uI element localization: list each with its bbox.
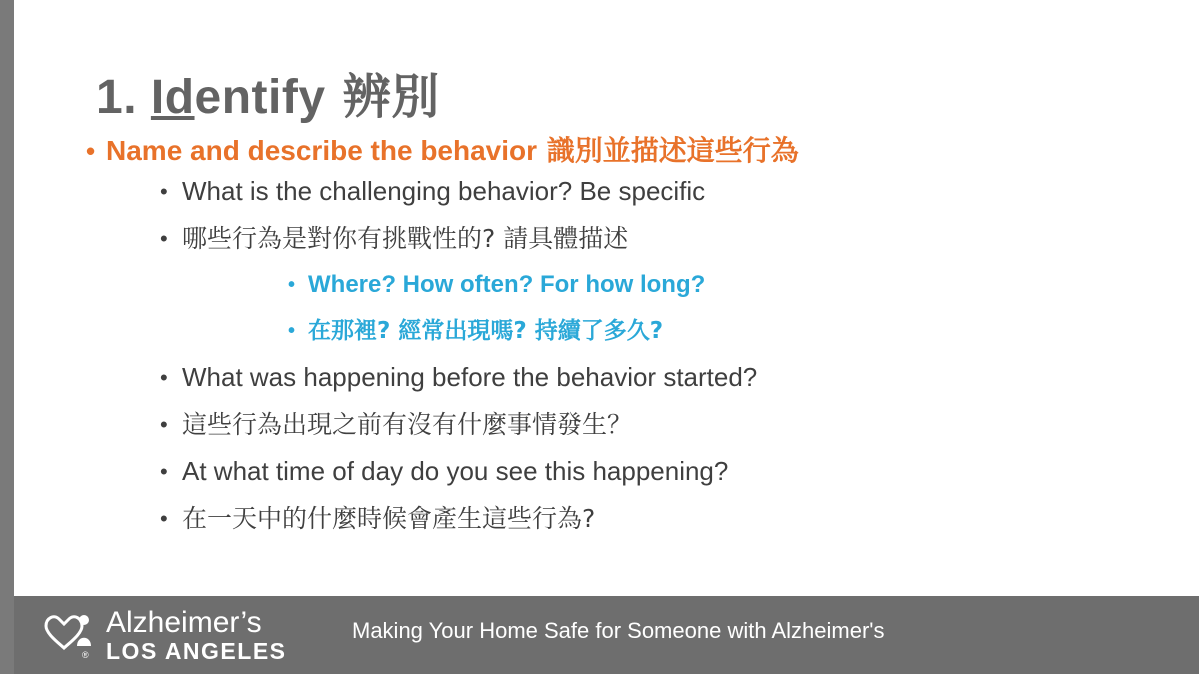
title-rest: entify bbox=[194, 71, 326, 124]
list-item bbox=[158, 354, 1184, 401]
bullet-text-cjk: 這些行為出現之前有沒有什麼事情發生？ bbox=[182, 410, 633, 439]
organization-logo bbox=[44, 604, 334, 666]
bullet-text-cjk: 在一天中的什麼時候會產生這些行為? bbox=[182, 504, 596, 533]
bullet-sublist bbox=[106, 168, 1184, 542]
bullet-text-cjk: 識別並描述這些行為 bbox=[537, 134, 799, 167]
heart-people-icon bbox=[44, 612, 100, 652]
title-underlined-part: Id bbox=[150, 71, 195, 124]
bullet-list bbox=[84, 134, 1184, 548]
list-item bbox=[158, 215, 1184, 354]
bullet-text-en: Where? How often? For how long? bbox=[308, 271, 706, 298]
logo-name: Alzheimer’s bbox=[106, 606, 262, 639]
list-item bbox=[158, 448, 1184, 495]
slide-content bbox=[14, 0, 1199, 596]
title-cjk: 辨別 bbox=[325, 69, 440, 125]
page-title bbox=[96, 58, 440, 127]
logo-region: LOS ANGELES bbox=[106, 638, 287, 664]
list-item bbox=[286, 262, 1184, 308]
list-item bbox=[84, 134, 1184, 542]
left-accent-bar bbox=[0, 0, 14, 674]
bullet-text-en: Name and describe the behavior bbox=[106, 135, 538, 166]
list-item bbox=[158, 168, 1184, 215]
list-item bbox=[158, 401, 1184, 448]
bullet-subsublist bbox=[182, 262, 1184, 354]
logo-registered-mark: ® bbox=[82, 650, 89, 660]
list-item bbox=[286, 308, 1184, 354]
title-number: 1. bbox=[96, 71, 151, 124]
bullet-text-cjk: 哪些行為是對你有挑戰性的? 請具體描述 bbox=[182, 224, 629, 253]
bullet-text-cjk: 在那裡? 經常出現嗎? 持續了多久? bbox=[308, 318, 664, 344]
bullet-text-en: At what time of day do you see this happening? bbox=[182, 456, 729, 486]
footer-tagline: Making Your Home Safe for Someone with Alzheimer's bbox=[352, 618, 885, 643]
slide-footer bbox=[14, 596, 1199, 674]
bullet-text-en: What is the challenging behavior? Be specific bbox=[182, 176, 706, 206]
bullet-text-en: What was happening before the behavior started? bbox=[182, 362, 758, 392]
list-item bbox=[158, 495, 1184, 542]
